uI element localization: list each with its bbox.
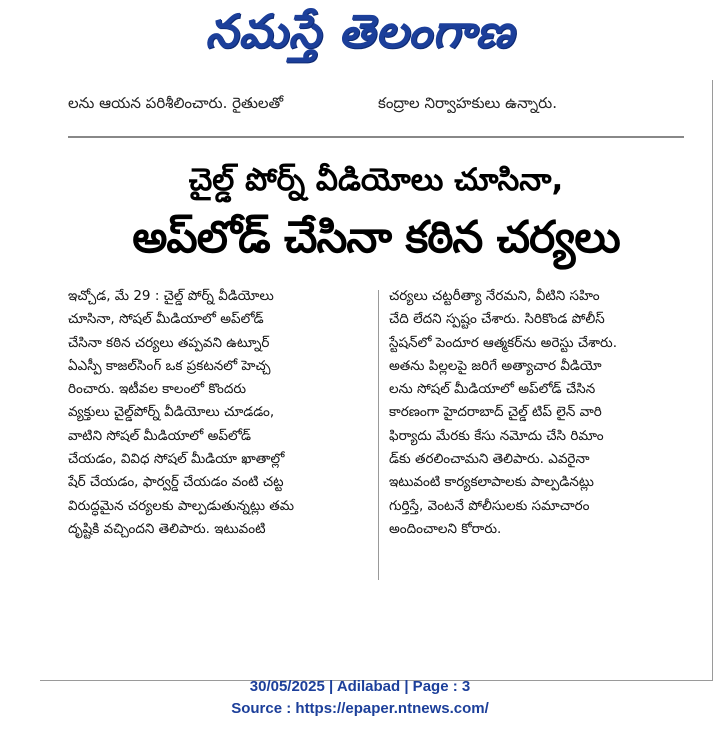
body-line: గుర్తిస్తే, వెంటనే పోలీసులకు సమాచారం — [389, 497, 590, 514]
previous-article-left-text: లను ఆయన పరిశీలించారు. రైతులతో — [68, 94, 284, 112]
article-body-right-column — [389, 285, 689, 541]
news-clipping — [40, 80, 713, 681]
newspaper-logo: నమస్తే తెలంగాణ — [205, 4, 515, 58]
body-line: విరుద్ధమైన చర్యలకు పాల్పడుతున్నట్లు తమ — [68, 497, 295, 514]
body-line: చూసినా, సోషల్ మీడియాలో అప్‌లోడ్ — [68, 311, 264, 328]
section-divider — [68, 136, 684, 138]
body-line: రించారు. ఇటీవల కాలంలో కొందరు — [68, 381, 247, 398]
body-line: చర్యలు చట్టరీత్యా నేరమని, వీటిని సహిం — [389, 288, 600, 304]
body-line: ఫిర్యాదు మేరకు కేసు నమోదు చేసి రిమాం — [389, 427, 604, 444]
body-line: స్టేషన్‌లో పెందూర ఆత్మకర్‌ను అరెస్టు చేశారు. — [389, 334, 618, 351]
body-line: డ్‌కు తరలించామని తెలిపారు. ఎవరైనా — [389, 451, 590, 468]
source-link[interactable]: Source : https://epaper.ntnews.com/ — [231, 700, 489, 717]
body-line: కారణంగా హైదరాబాద్ చైల్డ్ టిప్ లైన్ వారి — [389, 404, 602, 421]
headline-line-2: అప్‌లోడ్ చేసినా కఠిన చర్యలు — [132, 212, 620, 263]
previous-article-right-text: కంద్రాల నిర్వాహకులు ఉన్నారు. — [378, 94, 558, 112]
article-body-left-column — [68, 285, 368, 541]
body-line: షేర్ చేయడం, ఫార్వర్డ్ చేయడం వంటి చట్ట — [68, 474, 284, 491]
body-line: ఇటువంటి కార్యకలాపాలకు పాల్పడినట్లు — [389, 474, 594, 491]
body-line: అతను పిల్లలపై జరిగే అత్యాచార వీడియో — [389, 357, 602, 374]
body-line: లను సోషల్ మీడియాలో అప్‌లోడ్ చేసిన — [389, 381, 596, 398]
headline-line-1: చైల్డ్ పోర్న్ వీడియోలు చూసినా, — [188, 162, 564, 198]
body-line: దృష్టికి వచ్చిందని తెలిపారు. ఇటువంటి — [68, 520, 266, 537]
body-line: చేయడం, వివిధ సోషల్ మీడియా ఖాతాల్లో — [68, 451, 285, 468]
page-footer — [0, 676, 720, 720]
body-line: చేసినా కఠిన చర్యలు తప్పవని ఉట్నూర్ — [68, 334, 270, 351]
body-line: వ్యక్తులు చైల్డ్‌పోర్న్ వీడియోలు చూడడం, — [68, 404, 275, 421]
body-line: ఏఎస్పీ కాజల్‌సింగ్ ఒక ప్రకటనలో హెచ్చ — [68, 357, 271, 374]
edition-info: 30/05/2025 | Adilabad | Page : 3 — [249, 678, 471, 695]
body-line: వాటిని సోషల్ మీడియాలో అప్‌లోడ్ — [68, 427, 251, 444]
body-line: చేది లేదని స్పష్టం చేశారు. సిరికొండ పోలీస్ — [389, 311, 605, 328]
body-line: ఇచ్చోడ, మే 29 : చైల్డ్ పోర్న్ వీడియోలు — [68, 288, 274, 304]
previous-article-fragment — [68, 94, 668, 120]
column-divider — [378, 290, 379, 580]
masthead — [0, 0, 720, 80]
body-line: అందించాలని కోరారు. — [389, 520, 502, 537]
